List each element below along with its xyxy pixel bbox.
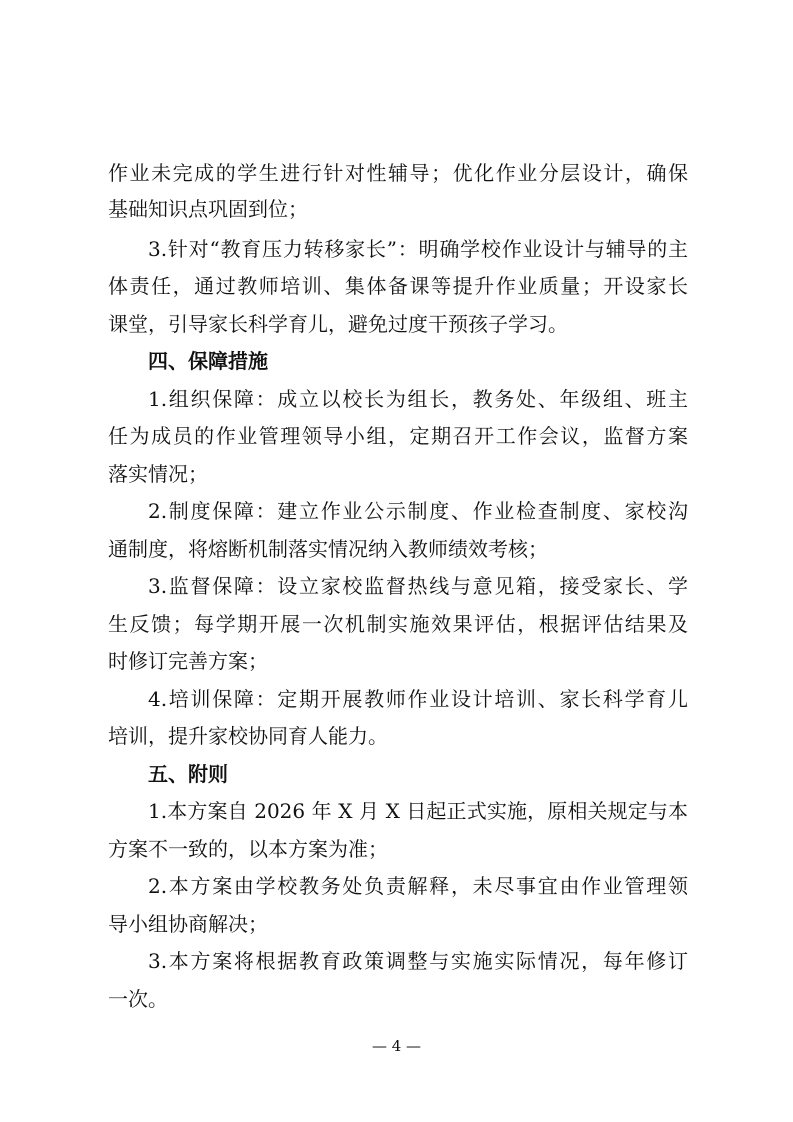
page-number: — 4 — (371, 1037, 422, 1055)
paragraph-line: 基础知识点巩固到位； (108, 197, 308, 221)
paragraph-line: 3.监督保障：设立家校监督热线与意见箱，接受家长、学 (148, 574, 688, 598)
paragraph-line: 1.本方案自 2026 年 X 月 X 日起正式实施，原相关规定与本 (148, 799, 688, 823)
paragraph-line: 作业未完成的学生进行针对性辅导；优化作业分层设计，确保 (108, 161, 688, 185)
paragraph-line: 方案不一致的，以本方案为准； (108, 837, 388, 861)
paragraph-line: 任为成员的作业管理领导小组，定期召开工作会议，监督方案 (108, 424, 688, 448)
section-heading-4: 四、保障措施 (148, 349, 268, 373)
paragraph-line: 2.制度保障：建立作业公示制度、作业检查制度、家校沟 (148, 499, 688, 523)
paragraph-line: 导小组协商解决； (108, 912, 268, 936)
paragraph-line: 3.针对“教育压力转移家长”：明确学校作业设计与辅导的主 (148, 237, 688, 261)
paragraph-line: 一次。 (108, 987, 168, 1011)
paragraph-line: 通制度，将熔断机制落实情况纳入教师绩效考核； (108, 537, 548, 561)
paragraph-line: 生反馈；每学期开展一次机制实施效果评估，根据评估结果及 (108, 612, 688, 636)
section-heading-5: 五、附则 (148, 762, 228, 786)
paragraph-line: 2.本方案由学校教务处负责解释，未尽事宜由作业管理领 (148, 874, 688, 898)
paragraph-line: 落实情况； (108, 462, 208, 486)
paragraph-line: 培训，提升家校协同育人能力。 (108, 724, 388, 748)
paragraph-line: 3.本方案将根据教育政策调整与实施实际情况，每年修订 (148, 949, 688, 973)
paragraph-line: 4.培训保障：定期开展教师作业设计培训、家长科学育儿 (148, 687, 688, 711)
paragraph-line: 体责任，通过教师培训、集体备课等提升作业质量；开设家长 (108, 274, 688, 298)
paragraph-line: 1.组织保障：成立以校长为组长，教务处、年级组、班主 (148, 387, 688, 411)
paragraph-line: 课堂，引导家长科学育儿，避免过度干预孩子学习。 (108, 312, 568, 336)
paragraph-line: 时修订完善方案； (108, 649, 268, 673)
